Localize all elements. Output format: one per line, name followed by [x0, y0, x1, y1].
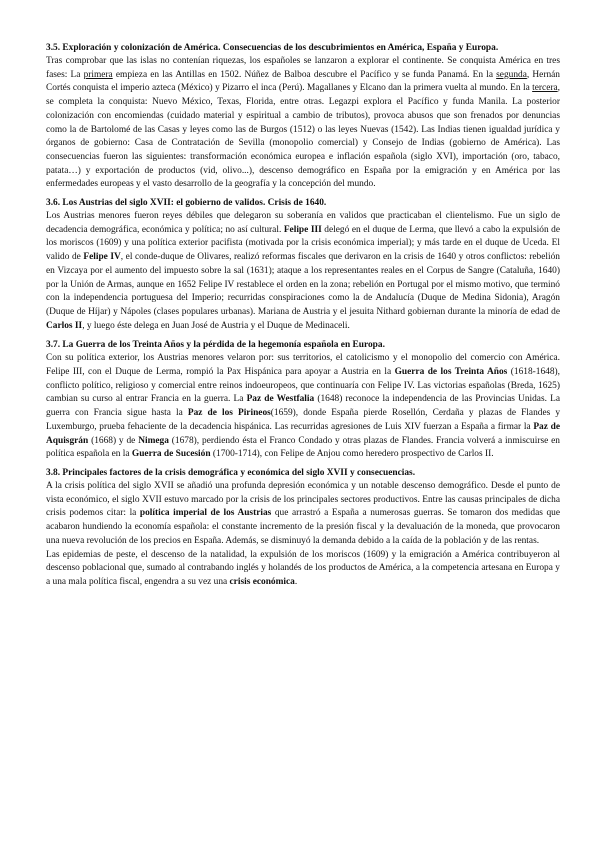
text-run: delegó en el duque de Lerma, que llevó a cabo la expulsión de los moriscos (1609) y una política exterior pacifista (motivada por la crisis económica imperial); y más tarde en el duque de Uceda. El valido de — [46, 224, 561, 263]
bold-term: Paz de los Pirineos — [187, 408, 271, 419]
bold-term: crisis económica — [229, 576, 295, 587]
bold-term: Paz de Westfalia — [246, 394, 315, 405]
text-run: (1618-1648), conflicto político, religioso y comercial entre reinos indoeuropeos, que continuaría con Felipe IV. Las victorias españolas (Breda, 1625) cambian su curso al entrar Francia en la guerra. La — [46, 367, 560, 405]
text-run: que arrastró a España a numerosas guerras. Se tomaron dos medidas que acabaron hundiendo la economía española: el constante incremento de la presión fiscal y la devaluación de la moneda, que provocaron una nueva revolución de los precios en España. Además, se disminuyó la demanda debido a la caída de la población y de las rentas. — [46, 508, 560, 546]
bold-term: Felipe III — [283, 224, 322, 235]
text-run: (1659), donde España pierde Rosellón, Cerdaña y plazas de Flandes y Luxemburgo, prueba fehaciente de la decadencia hispánica. Las recurridas agresiones de Luis XIV fuerzan a España a firmar la — [46, 408, 561, 432]
bold-term: Guerra de Sucesión — [131, 449, 211, 460]
section-paragraph — [46, 352, 560, 462]
section-3-6 — [46, 197, 560, 333]
section-heading: 3.5. Exploración y colonización de América. Consecuencias de los descubrimientos en América, España y Europa. — [46, 43, 499, 53]
text-run: Con su política exterior, los Austrias menores velaron por: sus territorios, el catolicismo y el monopolio del comercio con América. Felipe III, con el Duque de Lerma, rompió la Pax Hispánica para apoyar a Austria en la — [46, 353, 560, 378]
underlined-term: segunda — [496, 69, 527, 80]
bold-term: Felipe IV — [83, 252, 121, 263]
text-run: Las epidemias de peste, el descenso de la natalidad, la expulsión de los moriscos (1609) y la emigración a América contribuyeron al descenso poblacional que, sumado al contrabando inglés y holandés de los productos de América, a la competencia artesana en Europa y a una mala política fiscal, engendra a su vez una — [46, 549, 560, 587]
underlined-term: primera — [83, 69, 113, 80]
bold-term: Carlos II — [46, 320, 83, 331]
bold-term: Paz de Aquisgrán — [46, 421, 560, 446]
text-run: A la crisis política del siglo XVII se añadió una profunda depresión económica y un notable descenso demográfico. Desde el punto de vista económico, el siglo XVII estuvo marcado por la crisis de los principales sectores productivos. Entre las causas principales de dicha crisis podemos citar: la — [46, 480, 560, 519]
document-page — [46, 42, 560, 595]
text-run: , Hernán Cortés conquista el imperio azteca (México) y Pizarro el inca (Perú). Magallanes y Elcano dan la primera vuelta al mundo. En la — [46, 69, 560, 94]
text-run: Tras comprobar que las islas no contenían riquezas, los españoles se lanzaron a explorar el continente. Se conquista América en tres fases: La — [46, 56, 560, 80]
section-paragraph — [46, 55, 560, 192]
text-run: Los Austrias menores fueron reyes débiles que delegaron su soberanía en validos que practicaban el clientelismo. Fue un siglo de decadencia demográfica, económica y política; no así cultural. — [46, 211, 560, 235]
section-heading: 3.6. Los Austrias del siglo XVII: el gobierno de validos. Crisis de 1640. — [46, 198, 327, 209]
section-paragraph — [46, 549, 560, 590]
section-3-8 — [46, 467, 560, 590]
section-paragraph — [46, 480, 560, 549]
section-heading: 3.7. La Guerra de los Treinta Años y la pérdida de la hegemonía española en Europa. — [46, 340, 385, 351]
bold-term: Nimega — [138, 435, 169, 446]
text-run: , el conde-duque de Olivares, realizó reformas fiscales que derivaron en la crisis de 1640 y otros conflictos: rebelión en Vizcaya por el aumento del impuesto sobre la sal (1631); ataque a los representantes reales en el Corpus de Sangre (Cataluña, 1640) por la Unión de Armas, aunque en 1652 Felipe IV restablece el orden en la zona; rebelión en Portugal por el mismo motivo, que terminó con la independencia portuguesa del Imperio; recurridas conspiraciones como la de Andalucía (Duque de Medina Sidonia), Aragón (Duque de Híjar) y Nápoles (clases populares urbanas). Mariana de Austria y el jesuita Nithard gobiernan durante la minoría de edad de — [46, 252, 560, 317]
section-3-7 — [46, 339, 560, 462]
section-paragraph — [46, 210, 560, 333]
text-run: (1668) y de — [88, 435, 139, 446]
underlined-term: tercera — [532, 83, 558, 94]
bold-term: Guerra de los Treinta Años — [394, 367, 508, 378]
section-3-5 — [46, 42, 560, 192]
text-run: (1648) reconoce la independencia de las Provincias Unidas. La guerra con Francia sigue hasta la — [46, 394, 560, 419]
text-run: empieza en las Antillas en 1502. Núñez de Balboa descubre el Pacífico y se funda Panamá. En la — [112, 69, 497, 80]
text-run: (1678), perdiendo ésta el Franco Condado y otras plazas de Flandes. Francia volverá a inmiscuirse en política española en la — [46, 435, 560, 460]
text-run: , y luego éste delega en Juan José de Austria y el Duque de Medinaceli. — [82, 320, 350, 331]
bold-term: política imperial de los Austrias — [139, 508, 272, 519]
text-run: , se completa la conquista: Nuevo México, Texas, Florida, entre otras. Legazpi explora el Pacífico y funda Manila. La posterior colonización con encomiendas (cuidado material y espiritual a cambio de tributos), provoca abusos que son frenados por denuncias como la de Bartolomé de las Casas y leyes como las de Burgos (1512) o las leyes Nuevas (1542). Las Indias tienen igualdad jurídica y órganos de gobierno: Casa de Contratación de Sevilla (monopolio comercial) y Consejo de Indias (gobierno de América). Las consecuencias fueron las siguientes: transformación económica europea e inflación española (siglo XVI), importación (oro, tabaco, patata…) y exportación de productos (vid, olivo...), descenso demográfico en España por la emigración y en América por las enfermedades europeas y el vasto desarrollo de la geografía y la concepción del mundo. — [46, 83, 560, 190]
text-run: . — [294, 576, 298, 587]
section-heading: 3.8. Principales factores de la crisis demográfica y económica del siglo XVII y consecuencias. — [46, 467, 416, 478]
text-run: (1700-1714), con Felipe de Anjou como heredero prospectivo de Carlos II. — [210, 449, 494, 460]
